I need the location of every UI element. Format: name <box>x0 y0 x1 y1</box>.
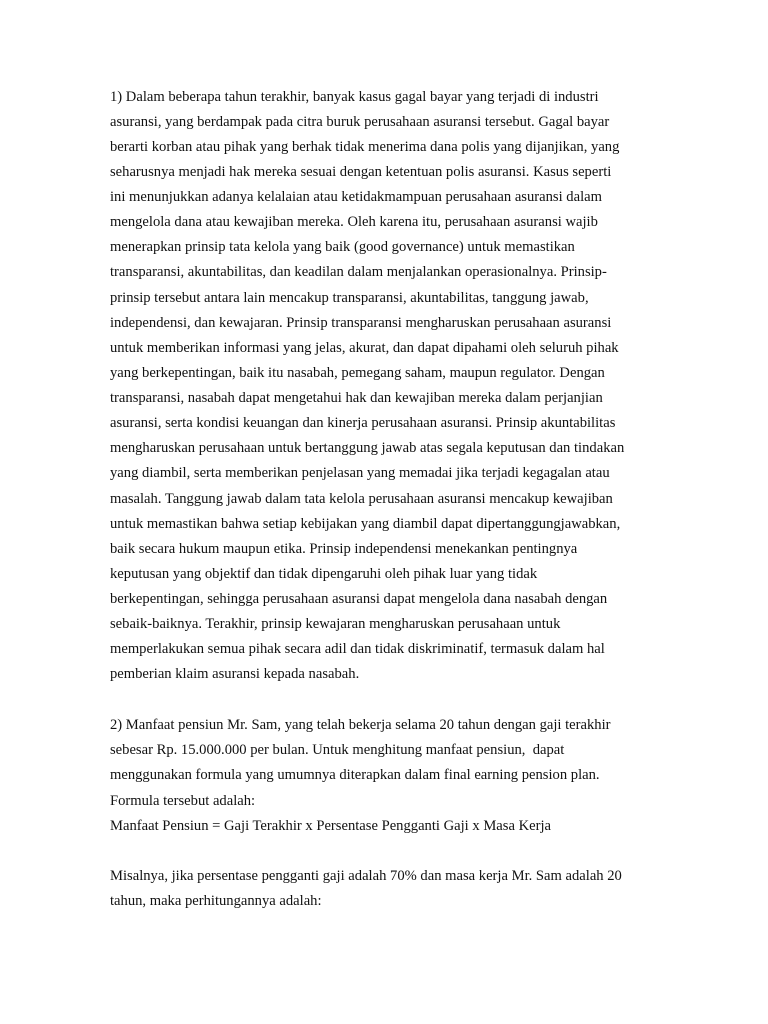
paragraph-line: Formula tersebut adalah: <box>110 793 256 809</box>
paragraph-line: sebaik-baiknya. Terakhir, prinsip kewajaran mengharuskan perusahaan untuk <box>110 616 561 632</box>
paragraph-line: yang diambil, serta memberikan penjelasan yang memadai jika terjadi kegagalan atau <box>110 465 610 481</box>
paragraph-line: sebesar Rp. 15.000.000 per bulan. Untuk menghitung manfaat pensiun, dapat <box>110 742 565 758</box>
paragraph-line: ini menunjukkan adanya kelalaian atau ketidakmampuan perusahaan asuransi dalam <box>110 189 602 205</box>
paragraph-line: prinsip tersebut antara lain mencakup transparansi, akuntabilitas, tanggung jawab, <box>110 290 589 306</box>
paragraph-line: transparansi, akuntabilitas, dan keadilan dalam menjalankan operasionalnya. Prinsip- <box>110 264 607 280</box>
paragraph-line: menerapkan prinsip tata kelola yang baik (good governance) untuk memastikan <box>110 239 575 255</box>
paragraph-line: memperlakukan semua pihak secara adil dan tidak diskriminatif, termasuk dalam hal <box>110 641 605 657</box>
paragraph-line: independensi, dan kewajaran. Prinsip transparansi mengharuskan perusahaan asuransi <box>110 315 612 331</box>
paragraph-line: pemberian klaim asuransi kepada nasabah. <box>110 666 360 682</box>
paragraph-line: berarti korban atau pihak yang berhak tidak menerima dana polis yang dijanjikan, yang <box>110 139 620 155</box>
paragraph-line: Misalnya, jika persentase pengganti gaji adalah 70% dan masa kerja Mr. Sam adalah 20 <box>110 868 622 884</box>
paragraph-line: asuransi, serta kondisi keuangan dan kinerja perusahaan asuransi. Prinsip akuntabilitas <box>110 415 616 431</box>
paragraph-line: menggunakan formula yang umumnya diterapkan dalam final earning pension plan. <box>110 767 600 783</box>
paragraph-line: keputusan yang objektif dan tidak dipengaruhi oleh pihak luar yang tidak <box>110 566 538 582</box>
formula-line: Manfaat Pensiun = Gaji Terakhir x Persentase Pengganti Gaji x Masa Kerja <box>110 818 551 834</box>
paragraph-line: berkepentingan, sehingga perusahaan asuransi dapat mengelola dana nasabah dengan <box>110 591 608 607</box>
paragraph-line: masalah. Tanggung jawab dalam tata kelola perusahaan asuransi mencakup kewajiban <box>110 491 613 507</box>
paragraph-line: baik secara hukum maupun etika. Prinsip independensi menekankan pentingnya <box>110 541 578 557</box>
paragraph-line: asuransi, yang berdampak pada citra buruk perusahaan asuransi tersebut. Gagal bayar <box>110 114 610 130</box>
paragraph-line: 2) Manfaat pensiun Mr. Sam, yang telah bekerja selama 20 tahun dengan gaji terakhir <box>110 717 611 733</box>
paragraph-line: seharusnya menjadi hak mereka sesuai dengan ketentuan polis asuransi. Kasus seperti <box>110 164 612 180</box>
paragraph-line: tahun, maka perhitungannya adalah: <box>110 893 322 909</box>
paragraph-line: mengharuskan perusahaan untuk bertanggung jawab atas segala keputusan dan tindakan <box>110 440 625 456</box>
paragraph-line: transparansi, nasabah dapat mengetahui hak dan kewajiban mereka dalam perjanjian <box>110 390 603 406</box>
paragraph-line: yang berkepentingan, baik itu nasabah, pemegang saham, maupun regulator. Dengan <box>110 365 605 381</box>
paragraph-line: untuk memberikan informasi yang jelas, akurat, dan dapat dipahami oleh seluruh pihak <box>110 340 619 356</box>
paragraph-line: mengelola dana atau kewajiban mereka. Oleh karena itu, perusahaan asuransi wajib <box>110 214 598 230</box>
paragraph-line: untuk memastikan bahwa setiap kebijakan yang diambil dapat dipertanggungjawabkan, <box>110 516 621 532</box>
paragraph-line: 1) Dalam beberapa tahun terakhir, banyak kasus gagal bayar yang terjadi di industri <box>110 89 599 105</box>
